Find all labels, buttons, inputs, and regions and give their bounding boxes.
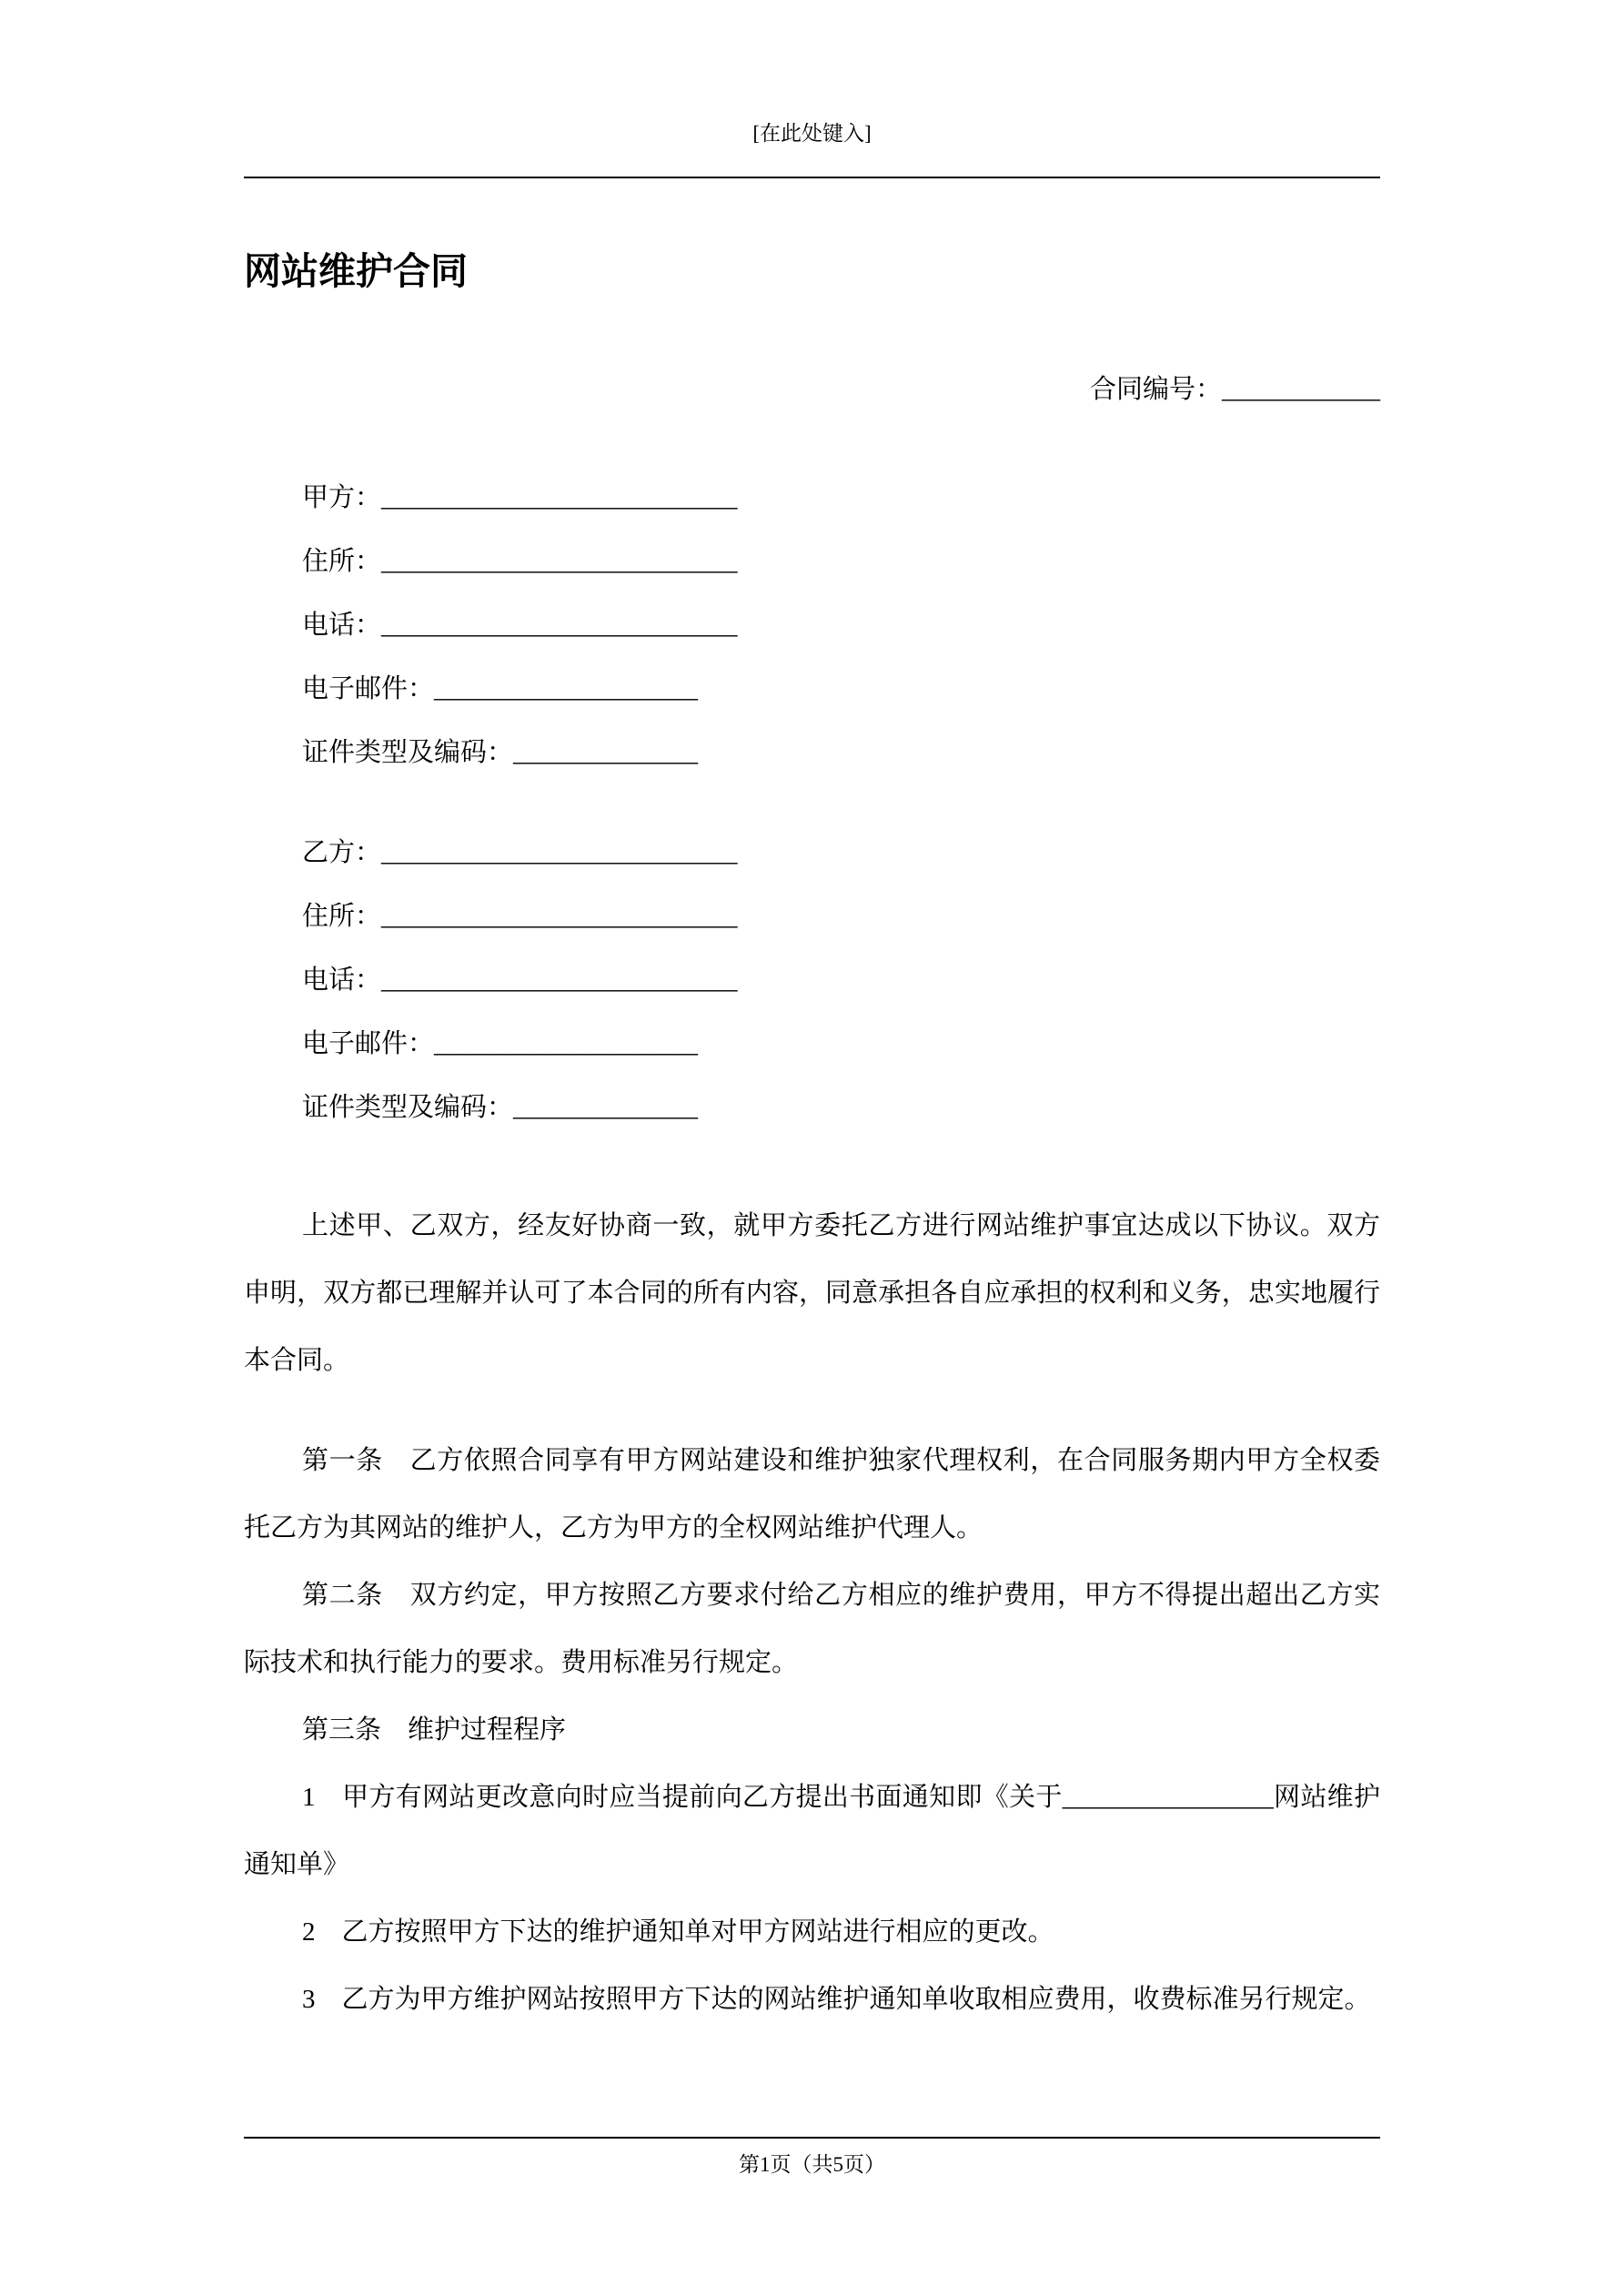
party-a-name-label: 甲方： [302,483,382,512]
party-a-address-blank[interactable]: ___________________________ [381,547,738,576]
party-a-phone-blank[interactable]: ___________________________ [381,611,738,640]
party-a-email-label: 电子邮件： [302,674,435,703]
article-2-paragraph: 第二条 双方约定，甲方按照乙方要求付给乙方相应的维护费用，甲方不得提出超出乙方实际技术和执行能力的要求。费用标准另行规定。 [244,1581,1380,1677]
party-b-phone-label: 电话： [302,966,382,995]
party-b-name-label: 乙方： [302,838,382,867]
party-a-id-row [244,721,1380,784]
party-b-address-row [244,885,1380,948]
party-a-phone-row [244,593,1380,657]
party-b-address-label: 住所： [302,902,382,931]
party-b-email-label: 电子邮件： [302,1029,435,1058]
page-number-text: 第1页（共5页） [739,2153,885,2176]
page-footer [244,2137,1380,2179]
party-a-email-blank[interactable]: ____________________ [434,674,699,703]
party-b-email-row [244,1012,1380,1076]
article-3-heading: 第三条 维护过程程序 [302,1715,567,1745]
contract-number-row [244,371,1380,408]
party-b-id-row [244,1076,1380,1139]
party-a-phone-label: 电话： [302,611,382,640]
party-a-id-blank[interactable]: ______________ [513,738,699,767]
article-1-paragraph: 第一条 乙方依照合同享有甲方网站建设和维护独家代理权利，在合同服务期内甲方全权委托乙方为其网站的维护人，乙方为甲方的全权网站维护代理人。 [244,1446,1380,1542]
clause-item-1: 1 甲方有网站更改意向时应当提前向乙方提出书面通知即《关于________________网站维护通知单》 [244,1783,1380,1879]
contract-number-blank[interactable]: ____________ [1222,375,1380,404]
party-b-id-label: 证件类型及编码： [302,1093,514,1122]
page-title: 网站维护合同 [244,250,468,292]
party-a-name-row [244,466,1380,530]
party-a-section [244,466,1380,784]
clause-item-2: 2 乙方按照甲方下达的维护通知单对甲方网站进行相应的更改。 [302,1917,1054,1947]
intro-paragraph: 上述甲、乙双方，经友好协商一致，就甲方委托乙方进行网站维护事宜达成以下协议。双方申明，双方都已理解并认可了本合同的所有内容，同意承担各自应承担的权利和义务，忠实地履行本合同。 [244,1211,1380,1375]
party-b-section [244,821,1380,1139]
party-b-name-blank[interactable]: ___________________________ [381,838,738,867]
party-a-address-label: 住所： [302,547,382,576]
party-a-id-label: 证件类型及编码： [302,738,514,767]
party-b-phone-blank[interactable]: ___________________________ [381,966,738,995]
clause-item-3: 3 乙方为甲方维护网站按照甲方下达的网站维护通知单收取相应费用，收费标准另行规定。 [302,1985,1371,2014]
party-a-name-blank[interactable]: ___________________________ [381,483,738,512]
party-b-address-blank[interactable]: ___________________________ [381,902,738,931]
party-b-phone-row [244,948,1380,1012]
header-divider [244,177,1380,178]
page-header-placeholder: [在此处键入] [752,122,872,145]
contract-body [0,1192,1624,2033]
party-b-email-blank[interactable]: ____________________ [434,1029,699,1058]
party-b-name-row [244,821,1380,885]
party-a-address-row [244,530,1380,593]
party-a-email-row [244,657,1380,721]
contract-number-label: 合同编号： [1089,375,1222,404]
party-b-id-blank[interactable]: ______________ [513,1093,699,1122]
